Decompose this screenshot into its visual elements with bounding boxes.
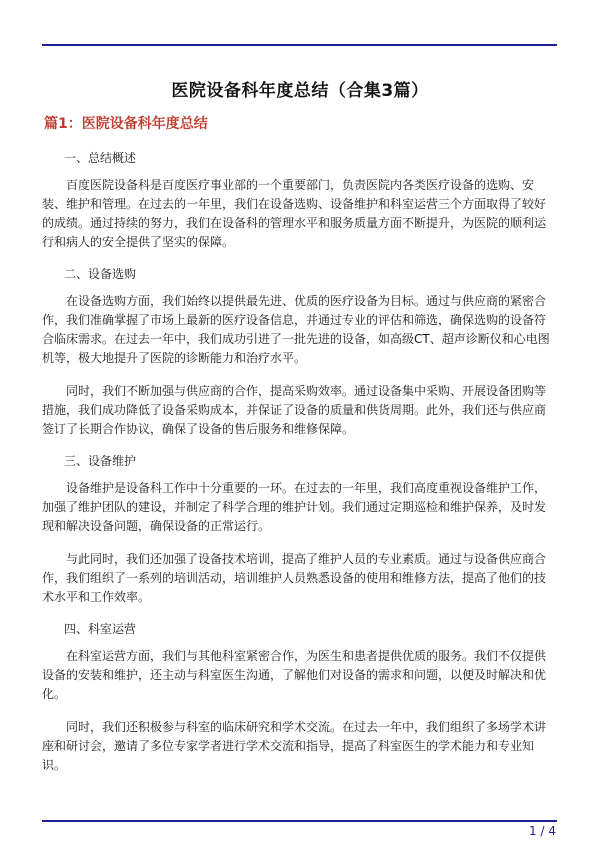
paragraph: 在设备选购方面，我们始终以提供最先进、优质的医疗设备为目标。通过与供应商的紧密合作，我们准确掌握了市场上最新的医疗设备信息，并通过专业的评估和筛选，确保选购的设备符合临床需求。在过去一年中，我们成功引进了一批先进的设备，如高级CT、超声诊断仪和心电图机等，极大地提升了医院的诊断能力和治疗水平。 xyxy=(42,294,550,365)
section-heading-procurement: 二、设备选购 xyxy=(64,267,137,281)
paragraph: 在科室运营方面，我们与其他科室紧密合作，为医生和患者提供优质的服务。我们不仅提供设备的安装和维护，还主动与科室医生沟通，了解他们对设备的需求和问题，以便及时解决和优化。 xyxy=(42,649,547,701)
paragraph: 同时，我们不断加强与供应商的合作，提高采购效率。通过设备集中采购、开展设备团购等措施，我们成功降低了设备采购成本，并保证了设备的质量和供货周期。此外，我们还与供应商签订了长期合作协议，确保了设备的售后服务和维修保障。 xyxy=(42,384,547,436)
paragraph: 百度医院设备科是百度医疗事业部的一个重要部门，负责医院内各类医疗设备的选购、安装、维护和管理。在过去的一年里，我们在设备选购、设备维护和科室运营三个方面取得了较好的成绩。通过持续的努力，我们在设备科的管理水平和服务质量方面不断提升，为医院的顺利运行和病人的安全提供了坚实的保障。 xyxy=(42,178,547,249)
page-indicator: 1 / 4 xyxy=(529,824,556,838)
paragraph: 设备维护是设备科工作中十分重要的一环。在过去的一年里，我们高度重视设备维护工作，加强了维护团队的建设，并制定了科学合理的维护计划。我们通过定期巡检和维护保养，及时发现和解决设备问题，确保设备的正常运行。 xyxy=(42,481,547,533)
document-body xyxy=(42,150,557,789)
paragraph: 与此同时，我们还加强了设备技术培训，提高了维护人员的专业素质。通过与设备供应商合作，我们组织了一系列的培训活动，培训维护人员熟悉设备的使用和维修方法，提高了他们的技术水平和工作效率。 xyxy=(42,552,547,604)
footer-rule xyxy=(42,820,557,822)
chapter-heading: 篇1：医院设备科年度总结 xyxy=(44,116,208,132)
paragraph: 同时，我们还积极参与科室的临床研究和学术交流。在过去一年中，我们组织了多场学术讲座和研讨会，邀请了多位专家学者进行学术交流和指导，提高了科室医生的学术能力和专业知识。 xyxy=(42,720,547,772)
section-heading-overview: 一、总结概述 xyxy=(64,151,137,165)
section-heading-maintenance: 三、设备维护 xyxy=(64,454,137,468)
header-rule xyxy=(42,44,557,46)
section-heading-operations: 四、科室运营 xyxy=(64,622,137,636)
document-title: 医院设备科年度总结（合集3篇） xyxy=(171,81,429,101)
